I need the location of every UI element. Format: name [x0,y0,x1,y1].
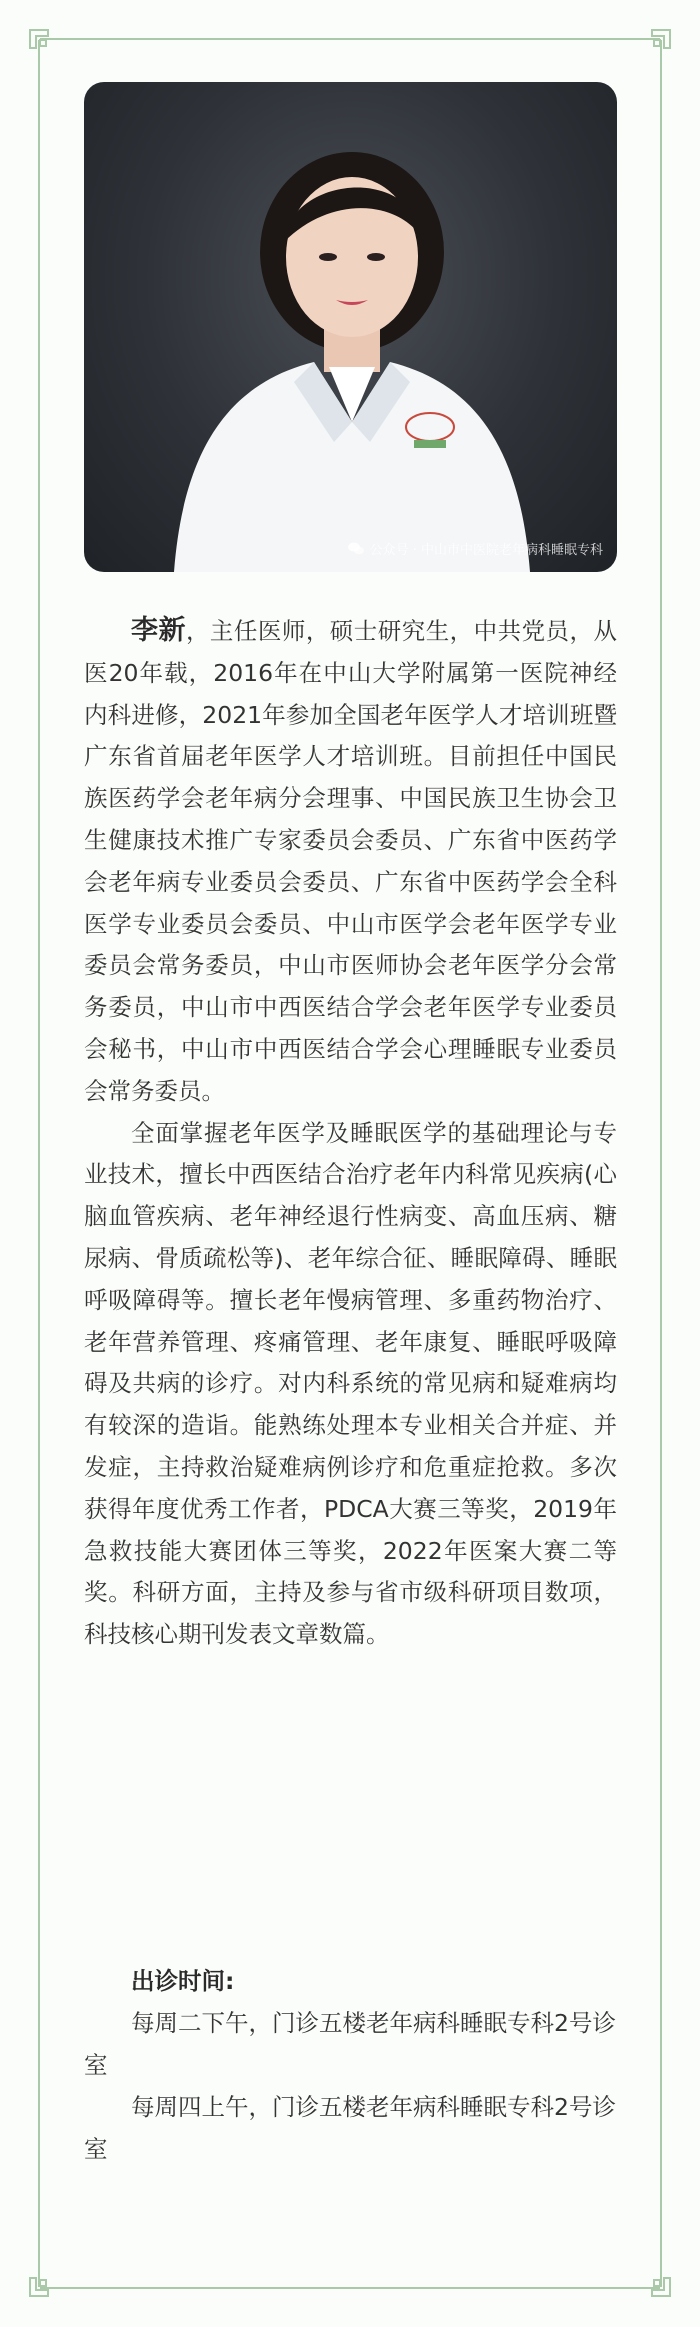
frame-top-line [40,38,660,40]
wechat-icon [348,542,364,555]
corner-ornament-top-right [636,28,672,64]
frame-bottom-line [40,2287,660,2289]
bio-expertise-paragraph: 全面掌握老年医学及睡眠医学的基础理论与专业技术，擅长中西医结合治疗老年内科常见疾病(心脑血管疾病、老年神经退行性病变、高血压病、糖尿病、骨质疏松等)、老年综合征、睡眠障碍、睡眠呼吸障碍等。擅长老年慢病管理、多重药物治疗、老年营养管理、疼痛管理、老年康复、睡眠呼吸障碍及共病的诊疗。对内科系统的常见病和疑难病均有较深的造诣。能熟练处理本专业相关合并症、并发症，主持救治疑难病例诊疗和危重症抢救。多次获得年度优秀工作者，PDCA大赛三等奖，2019年急救技能大赛团体三等奖，2022年医案大赛二等奖。科研方面，主持及参与省市级科研项目数项，科技核心期刊发表文章数篇。 [84,1118,617,1649]
watermark-text: 公众号 · 中山市中医院老年病科睡眠专科 [369,543,603,558]
corner-ornament-top-left [28,28,64,64]
corner-ornament-bottom-right [636,2262,672,2298]
bio-intro-paragraph [84,610,617,1113]
frame-right-line [660,40,662,2287]
schedule-title: 出诊时间: [131,1967,235,1995]
photo-watermark [348,539,603,558]
doctor-portrait-photo [84,82,617,572]
frame-left-line [38,40,40,2287]
schedule-item: 每周四上午，门诊五楼老年病科睡眠专科2号诊室 [84,2093,616,2163]
biography-content [84,610,617,1656]
schedule-item: 每周二下午，门诊五楼老年病科睡眠专科2号诊室 [84,2009,616,2079]
doctor-name: 李新 [131,615,186,646]
bio-intro-text: ，主任医师，硕士研究生，中共党员，从医20年载，2016年在中山大学附属第一医院神经内科进修，2021年参加全国老年医学人才培训班暨广东省首届老年医学人才培训班。目前担任中国民族医药学会老年病分会理事、中国民族卫生协会卫生健康技术推广专家委员会委员、广东省中医药学会老年病专业委员会委员、广东省中医药学会全科医学专业委员会委员、中山市医学会老年医学专业委员会常务委员，中山市医师协会老年医学分会常务委员，中山市中西医结合学会老年医学专业委员会秘书，中山市中西医结合学会心理睡眠专业委员会常务委员。 [84,617,618,1105]
clinic-schedule [84,1960,617,2170]
corner-ornament-bottom-left [28,2262,64,2298]
portrait-illustration [84,82,617,572]
